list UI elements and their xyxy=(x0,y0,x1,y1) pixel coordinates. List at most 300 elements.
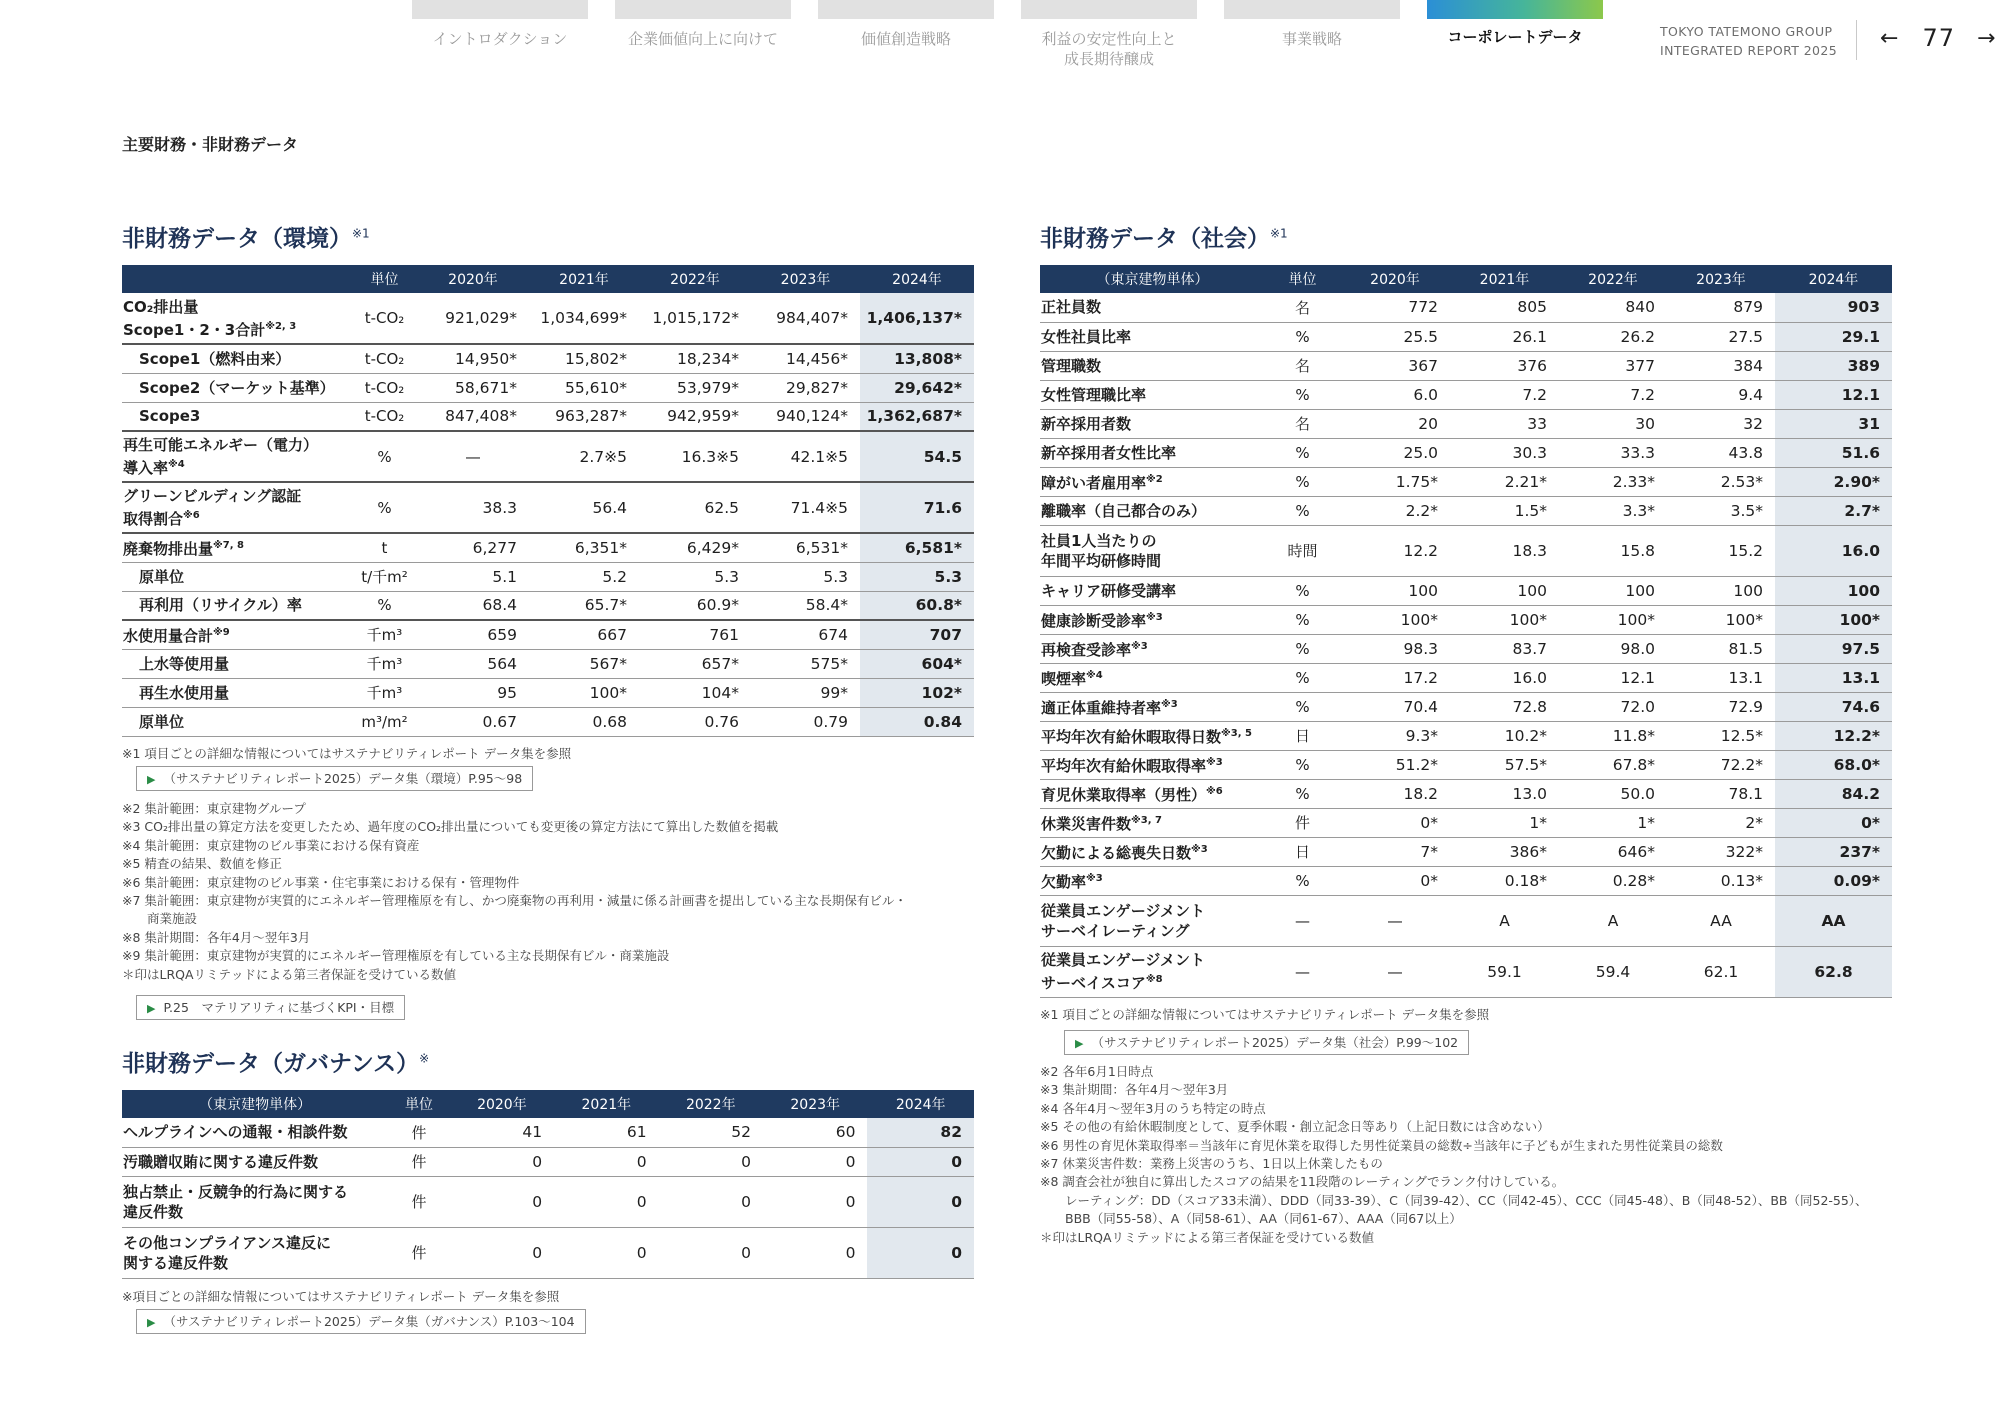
value-cell: 0 xyxy=(763,1147,867,1176)
value-cell: 81.5 xyxy=(1667,634,1775,663)
table-header-cell xyxy=(122,265,352,293)
value-cell: 984,407* xyxy=(751,293,860,344)
table-row xyxy=(122,431,974,482)
row-unit: 千m³ xyxy=(352,678,417,707)
value-cell: 0.13* xyxy=(1667,866,1775,895)
value-cell: — xyxy=(1340,895,1450,946)
table-row xyxy=(1040,605,1892,634)
value-cell: 1* xyxy=(1450,808,1559,837)
row-label-note: ※3 xyxy=(1191,844,1208,855)
header-divider xyxy=(1856,20,1857,60)
row-label xyxy=(122,533,352,562)
value-cell: 384 xyxy=(1667,351,1775,380)
value-cell: 70.4 xyxy=(1340,692,1450,721)
value-cell: 71.6 xyxy=(860,482,974,533)
materiality-kpi-text: P.25 マテリアリティに基づくKPI・目標 xyxy=(163,1000,395,1015)
value-cell: 62.5 xyxy=(639,482,751,533)
value-cell: 2.2* xyxy=(1340,496,1450,525)
value-cell: 377 xyxy=(1559,351,1667,380)
row-label xyxy=(1040,692,1265,721)
play-triangle-icon: ▶ xyxy=(147,773,156,786)
env-reference-link[interactable] xyxy=(136,766,533,791)
value-cell: 43.8 xyxy=(1667,438,1775,467)
nav-tab-bar xyxy=(1021,0,1197,19)
value-cell: 30.3 xyxy=(1450,438,1559,467)
gov-data-table xyxy=(122,1090,974,1279)
value-cell: 903 xyxy=(1775,293,1892,322)
row-label-note: ※3 xyxy=(1206,757,1223,768)
value-cell: 100 xyxy=(1559,576,1667,605)
table-row xyxy=(122,1176,974,1227)
value-cell: 12.1 xyxy=(1559,663,1667,692)
row-label-note: ※7, 8 xyxy=(213,540,244,552)
row-label xyxy=(122,1118,388,1147)
value-cell: 102* xyxy=(860,678,974,707)
table-header-cell: 単位 xyxy=(388,1090,449,1118)
brand-line1: TOKYO TATEMONO GROUP xyxy=(1660,24,1833,39)
table-header-cell: 2023年 xyxy=(1667,265,1775,293)
value-cell: 386* xyxy=(1450,837,1559,866)
row-unit: % xyxy=(1265,663,1340,692)
value-cell: 68.0* xyxy=(1775,750,1892,779)
row-label xyxy=(122,482,352,533)
nav-tab-bar xyxy=(615,0,791,19)
table-header-cell: 2022年 xyxy=(639,265,751,293)
nav-tab-profit-stability[interactable] xyxy=(1021,0,1197,69)
value-cell: 16.3※5 xyxy=(639,431,751,482)
value-cell: 15.8 xyxy=(1559,525,1667,576)
value-cell: 0 xyxy=(450,1227,554,1278)
table-row xyxy=(122,1118,974,1147)
value-cell: 10.2* xyxy=(1450,721,1559,750)
table-row xyxy=(122,482,974,533)
value-cell: 18.2 xyxy=(1340,779,1450,808)
value-cell: 27.5 xyxy=(1667,322,1775,351)
value-cell: 7.2 xyxy=(1450,380,1559,409)
nav-tab-business-strategy[interactable] xyxy=(1224,0,1400,69)
row-label-text: 欠勤率 xyxy=(1041,873,1087,891)
table-header-cell: 2024年 xyxy=(867,1090,974,1118)
row-label xyxy=(1040,866,1265,895)
table-header-cell: 2023年 xyxy=(763,1090,867,1118)
row-unit: % xyxy=(1265,438,1340,467)
table-row xyxy=(1040,866,1892,895)
value-cell: 51.6 xyxy=(1775,438,1892,467)
row-label xyxy=(1040,351,1265,380)
table-row xyxy=(122,620,974,649)
row-label-text: 原単位 xyxy=(139,712,185,731)
row-unit: % xyxy=(352,591,417,620)
value-cell: 1.75* xyxy=(1340,467,1450,496)
row-label-text: グリーンビルディング認証 取得割合 xyxy=(123,487,302,528)
row-label-note: ※3 xyxy=(1146,612,1163,623)
value-cell: 31 xyxy=(1775,409,1892,438)
value-cell: 6,531* xyxy=(751,533,860,562)
value-cell: 0.28* xyxy=(1559,866,1667,895)
gov-reference-link[interactable] xyxy=(136,1309,586,1334)
footnote-line: ＊印はLRQAリミテッドによる第三者保証を受けている数値 xyxy=(1040,1229,1375,1245)
value-cell: 62.1 xyxy=(1667,946,1775,997)
footnote-line: ※8 集計期間：各年4月～翌年3月 xyxy=(122,929,311,945)
nav-tab-corporate-data[interactable] xyxy=(1427,0,1603,69)
value-cell: 67.8* xyxy=(1559,750,1667,779)
value-cell: 0 xyxy=(867,1176,974,1227)
table-header-cell: 2020年 xyxy=(1340,265,1450,293)
value-cell: 2.90* xyxy=(1775,467,1892,496)
value-cell: 2.21* xyxy=(1450,467,1559,496)
value-cell: 26.2 xyxy=(1559,322,1667,351)
row-label-text: 休業災害件数 xyxy=(1041,815,1132,833)
row-label xyxy=(122,649,352,678)
value-cell: 2* xyxy=(1667,808,1775,837)
row-label-text: ヘルプラインへの通報・相談件数 xyxy=(123,1123,348,1142)
table-row xyxy=(1040,322,1892,351)
value-cell: AA xyxy=(1667,895,1775,946)
row-label xyxy=(122,678,352,707)
table-row xyxy=(122,344,974,373)
row-unit: 時間 xyxy=(1265,525,1340,576)
table-row xyxy=(1040,721,1892,750)
row-label-text: その他コンプライアンス違反に 関する違反件数 xyxy=(123,1233,332,1272)
value-cell: 9.4 xyxy=(1667,380,1775,409)
row-label-text: 上水等使用量 xyxy=(139,654,230,673)
value-cell: 25.5 xyxy=(1340,322,1450,351)
row-label xyxy=(1040,946,1265,997)
value-cell: 53,979* xyxy=(639,373,751,402)
value-cell: 0.18* xyxy=(1450,866,1559,895)
soc-data-table xyxy=(1040,265,1892,998)
env-footnotes xyxy=(122,800,907,984)
value-cell: 83.7 xyxy=(1450,634,1559,663)
value-cell: 657* xyxy=(639,649,751,678)
value-cell: 72.9 xyxy=(1667,692,1775,721)
value-cell: 6,581* xyxy=(860,533,974,562)
row-label-note: ※6 xyxy=(1206,786,1223,797)
nav-tab-label: 事業戦略 xyxy=(1281,30,1342,48)
footnote-line: ※6 集計範囲：東京建物のビル事業・住宅事業における保有・管理物件 xyxy=(122,874,520,890)
row-label xyxy=(1040,895,1265,946)
table-row xyxy=(1040,808,1892,837)
materiality-kpi-link[interactable] xyxy=(136,995,405,1020)
row-label-note: ※3 xyxy=(1161,699,1178,710)
row-label xyxy=(122,620,352,649)
table-row xyxy=(1040,351,1892,380)
table-row xyxy=(1040,837,1892,866)
row-unit: — xyxy=(1265,946,1340,997)
row-label-text: 再利用（リサイクル）率 xyxy=(139,596,302,615)
soc-footnote-1: ※1 項目ごとの詳細な情報についてはサステナビリティレポート データ集を参照 xyxy=(1040,1007,1490,1022)
row-unit: 日 xyxy=(1265,721,1340,750)
next-page-arrow-icon[interactable]: → xyxy=(1976,25,1996,51)
value-cell: 367 xyxy=(1340,351,1450,380)
nav-tab-label: 価値創造戦略 xyxy=(860,30,951,48)
row-unit: 千m³ xyxy=(352,620,417,649)
table-row xyxy=(122,1227,974,1278)
footnote-line: ※3 集計期間：各年4月～翌年3月 xyxy=(1040,1082,1229,1098)
value-cell: 0.84 xyxy=(860,707,974,736)
row-label xyxy=(1040,605,1265,634)
value-cell: 25.0 xyxy=(1340,438,1450,467)
row-label xyxy=(122,344,352,373)
row-unit: 件 xyxy=(388,1147,449,1176)
table-header-cell: 2022年 xyxy=(659,1090,763,1118)
value-cell: 0 xyxy=(554,1176,658,1227)
value-cell: 5.3 xyxy=(639,562,751,591)
value-cell: 0 xyxy=(763,1176,867,1227)
value-cell: 100 xyxy=(1775,576,1892,605)
value-cell: 567* xyxy=(529,649,639,678)
footnote-line: ※3 CO₂排出量の算定方法を変更したため、過年度のCO₂排出量についても変更後の算定方法にて算出した数値を掲載 xyxy=(122,819,779,835)
row-unit: t-CO₂ xyxy=(352,344,417,373)
row-label xyxy=(122,431,352,482)
value-cell: 51.2* xyxy=(1340,750,1450,779)
row-label-note: ※2, 3 xyxy=(265,320,297,332)
value-cell: 7.2 xyxy=(1559,380,1667,409)
value-cell: 41 xyxy=(450,1118,554,1147)
row-unit: 件 xyxy=(388,1118,449,1147)
footnote-line: ※8 調査会社が独自に算出したスコアの結果を11段階のレーティングでランク付けしている。 レーティング：DD（スコア33未満）、DDD（同33-39）、C（同39-42）、CC（同42-45）、CCC（同45-48）、B（同48-52）、BB（同52-55）、 BBB（同55-58）、A（同58-61）、AA（同61-67）、AAA（同67以上） xyxy=(1040,1174,1868,1227)
play-triangle-icon: ▶ xyxy=(1075,1037,1084,1050)
env-data-table xyxy=(122,265,974,737)
soc-reference-link[interactable] xyxy=(1064,1030,1469,1055)
value-cell: 100* xyxy=(529,678,639,707)
value-cell: 71.4※5 xyxy=(751,482,860,533)
footnote-line: ※7 休業災害件数：業務上災害のうち、1日以上休業したもの xyxy=(1040,1156,1383,1172)
footnote-line: ＊印はLRQAリミテッドによる第三者保証を受けている数値 xyxy=(122,966,457,982)
value-cell: 2.7※5 xyxy=(529,431,639,482)
gov-section-title xyxy=(122,1045,429,1078)
table-row xyxy=(122,293,974,344)
row-label xyxy=(1040,634,1265,663)
value-cell: 60.8* xyxy=(860,591,974,620)
table-header-cell: 2020年 xyxy=(417,265,529,293)
value-cell: 1,362,687* xyxy=(860,402,974,431)
value-cell: 6,429* xyxy=(639,533,751,562)
soc-title-text: 非財務データ（社会） xyxy=(1040,226,1270,252)
row-label-text: 欠勤による総喪失日数 xyxy=(1041,844,1192,862)
row-unit: % xyxy=(1265,605,1340,634)
value-cell: 13.0 xyxy=(1450,779,1559,808)
row-label-text: 適正体重維持者率 xyxy=(1041,699,1162,717)
row-unit: 件 xyxy=(388,1176,449,1227)
row-unit: m³/m² xyxy=(352,707,417,736)
row-label-note: ※2 xyxy=(1146,474,1163,485)
row-unit: 千m³ xyxy=(352,649,417,678)
value-cell: 18.3 xyxy=(1450,525,1559,576)
page-number: 77 xyxy=(1922,24,1955,52)
table-row xyxy=(1040,663,1892,692)
value-cell: 29.1 xyxy=(1775,322,1892,351)
value-cell: 7* xyxy=(1340,837,1450,866)
row-label xyxy=(1040,808,1265,837)
soc-footnotes xyxy=(1040,1063,1868,1247)
table-row xyxy=(122,402,974,431)
value-cell: 95 xyxy=(417,678,529,707)
row-label-note: ※3 xyxy=(1086,873,1103,884)
row-unit: % xyxy=(352,431,417,482)
value-cell: 82 xyxy=(867,1118,974,1147)
value-cell: 0.68 xyxy=(529,707,639,736)
value-cell: 674 xyxy=(751,620,860,649)
table-row xyxy=(122,562,974,591)
value-cell: 16.0 xyxy=(1450,663,1559,692)
value-cell: 104* xyxy=(639,678,751,707)
page-subtitle: 主要財務・非財務データ xyxy=(122,135,299,154)
table-header-cell: 単位 xyxy=(1265,265,1340,293)
row-unit: % xyxy=(352,482,417,533)
row-label xyxy=(1040,525,1265,576)
value-cell: 59.1 xyxy=(1450,946,1559,997)
value-cell: 3.5* xyxy=(1667,496,1775,525)
value-cell: 12.5* xyxy=(1667,721,1775,750)
row-unit: % xyxy=(1265,576,1340,605)
footnote-line: ※5 精査の結果、数値を修正 xyxy=(122,856,282,872)
value-cell: 12.2* xyxy=(1775,721,1892,750)
row-label xyxy=(1040,380,1265,409)
nav-tab-label: 利益の安定性向上と 成長期待醸成 xyxy=(1041,30,1177,68)
value-cell: 942,959* xyxy=(639,402,751,431)
footnote-line: ※6 男性の育児休業取得率＝当該年に育児休業を取得した男性従業員の総数÷当該年に子どもが生まれた男性従業員の総数 xyxy=(1040,1137,1723,1153)
value-cell: 72.8 xyxy=(1450,692,1559,721)
row-label-text: 新卒採用者数 xyxy=(1041,414,1132,433)
table-header-cell: 2023年 xyxy=(751,265,860,293)
row-label-note: ※6 xyxy=(183,510,200,521)
value-cell: 60.9* xyxy=(639,591,751,620)
report-brand xyxy=(1660,22,1837,60)
row-unit: — xyxy=(1265,895,1340,946)
value-cell: 659 xyxy=(417,620,529,649)
row-unit: % xyxy=(1265,322,1340,351)
value-cell: — xyxy=(417,431,529,482)
value-cell: 0 xyxy=(867,1227,974,1278)
value-cell: 6.0 xyxy=(1340,380,1450,409)
table-row xyxy=(1040,895,1892,946)
row-label-text: CO₂排出量 Scope1・2・3合計 xyxy=(123,297,266,339)
value-cell: 15,802* xyxy=(529,344,639,373)
row-label-text: 再生可能エネルギー（電力） 導入率 xyxy=(123,436,319,477)
row-label-text: キャリア研修受講率 xyxy=(1041,581,1177,600)
value-cell: 100* xyxy=(1340,605,1450,634)
value-cell: 13.1 xyxy=(1667,663,1775,692)
section-nav xyxy=(412,0,1630,69)
value-cell: 58.4* xyxy=(751,591,860,620)
value-cell: 74.6 xyxy=(1775,692,1892,721)
nav-tab-label: コーポレートデータ xyxy=(1447,28,1583,46)
nav-tab-label: イントロダクション xyxy=(432,30,568,48)
footnote-line: ※5 その他の有給休暇制度として、夏季休暇・創立記念日等あり（上記日数には含めない） xyxy=(1040,1119,1550,1135)
prev-page-arrow-icon[interactable]: ← xyxy=(1880,25,1899,51)
value-cell: 0* xyxy=(1340,808,1450,837)
value-cell: 921,029* xyxy=(417,293,529,344)
row-label-note: ※3, 7 xyxy=(1131,815,1162,826)
page-pager xyxy=(1880,24,1995,52)
nav-tab-bar xyxy=(818,0,994,19)
value-cell: 0.76 xyxy=(639,707,751,736)
table-row xyxy=(1040,576,1892,605)
row-label xyxy=(1040,750,1265,779)
value-cell: 33.3 xyxy=(1559,438,1667,467)
row-label xyxy=(1040,438,1265,467)
table-row xyxy=(1040,293,1892,322)
row-label-text: 喫煙率 xyxy=(1041,670,1087,688)
row-label-note: ※3 xyxy=(1131,641,1148,652)
row-label-text: 管理職数 xyxy=(1041,356,1102,375)
row-label-text: 再生水使用量 xyxy=(139,683,230,702)
value-cell: 20 xyxy=(1340,409,1450,438)
table-row xyxy=(122,591,974,620)
value-cell: 26.1 xyxy=(1450,322,1559,351)
row-label xyxy=(1040,779,1265,808)
value-cell: 100* xyxy=(1559,605,1667,634)
nav-tab-value-creation[interactable] xyxy=(818,0,994,69)
value-cell: 84.2 xyxy=(1775,779,1892,808)
row-label xyxy=(122,402,352,431)
row-label xyxy=(122,707,352,736)
row-label xyxy=(122,1147,388,1176)
value-cell: 12.1 xyxy=(1775,380,1892,409)
value-cell: 68.4 xyxy=(417,591,529,620)
value-cell: 5.2 xyxy=(529,562,639,591)
row-label-text: 従業員エンゲージメント サーベイスコア xyxy=(1041,951,1205,992)
gov-reference-text: （サステナビリティレポート2025）データ集（ガバナンス）P.103～104 xyxy=(163,1314,575,1329)
row-label xyxy=(122,293,352,344)
row-label xyxy=(122,1227,388,1278)
value-cell: 99* xyxy=(751,678,860,707)
row-unit: % xyxy=(1265,380,1340,409)
value-cell: AA xyxy=(1775,895,1892,946)
table-row xyxy=(122,1147,974,1176)
value-cell: 72.0 xyxy=(1559,692,1667,721)
table-header-row xyxy=(122,265,974,293)
value-cell: 667 xyxy=(529,620,639,649)
row-label xyxy=(122,591,352,620)
value-cell: A xyxy=(1559,895,1667,946)
value-cell: 0.67 xyxy=(417,707,529,736)
row-label-text: 社員1人当たりの 年間平均研修時間 xyxy=(1041,531,1162,570)
env-section-title xyxy=(122,220,370,253)
table-row xyxy=(122,678,974,707)
table-header-cell: 単位 xyxy=(352,265,417,293)
row-unit: % xyxy=(1265,866,1340,895)
value-cell: 646* xyxy=(1559,837,1667,866)
nav-tab-corporate-value[interactable] xyxy=(615,0,791,69)
soc-section-title xyxy=(1040,220,1288,253)
gov-footnote: ※項目ごとの詳細な情報についてはサステナビリティレポート データ集を参照 xyxy=(122,1289,560,1304)
table-row xyxy=(1040,779,1892,808)
row-label xyxy=(1040,496,1265,525)
nav-tab-label: 企業価値向上に向けて xyxy=(627,30,778,48)
gov-title-note: ※ xyxy=(419,1051,430,1066)
value-cell: 0* xyxy=(1340,866,1450,895)
row-unit: % xyxy=(1265,634,1340,663)
table-row xyxy=(1040,750,1892,779)
value-cell: 5.1 xyxy=(417,562,529,591)
value-cell: 100 xyxy=(1667,576,1775,605)
value-cell: 98.3 xyxy=(1340,634,1450,663)
row-unit: 名 xyxy=(1265,409,1340,438)
row-label xyxy=(1040,467,1265,496)
value-cell: 98.0 xyxy=(1559,634,1667,663)
value-cell: 805 xyxy=(1450,293,1559,322)
nav-tab-introduction[interactable] xyxy=(412,0,588,69)
row-unit: t-CO₂ xyxy=(352,293,417,344)
soc-reference-text: （サステナビリティレポート2025）データ集（社会）P.99～102 xyxy=(1091,1035,1459,1050)
value-cell: 3.3* xyxy=(1559,496,1667,525)
row-label xyxy=(122,373,352,402)
value-cell: 0.79 xyxy=(751,707,860,736)
row-label xyxy=(122,562,352,591)
value-cell: 42.1※5 xyxy=(751,431,860,482)
